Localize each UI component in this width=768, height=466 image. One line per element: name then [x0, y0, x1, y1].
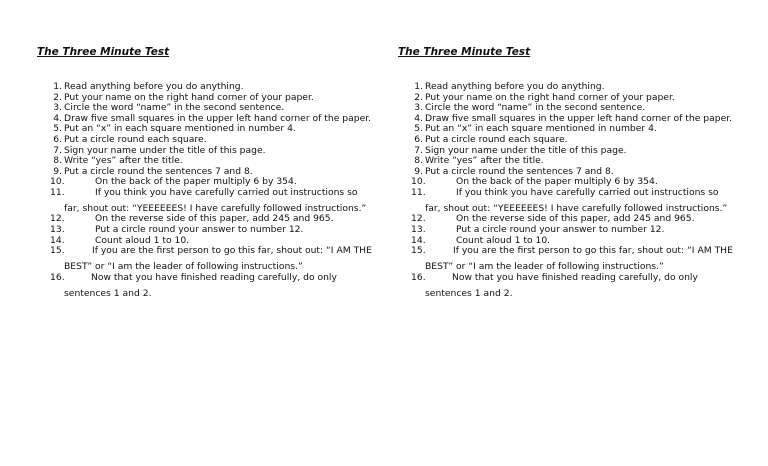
item-number: 10. — [411, 176, 426, 188]
item-number: 14. — [411, 234, 426, 246]
item-text-continued: sentences 1 and 2. — [425, 287, 513, 299]
item-number: 12. — [411, 213, 426, 225]
item-number: 9. — [53, 165, 62, 177]
list-item — [37, 188, 382, 215]
item-text-continued: BEST” or “I am the leader of following instructions.” — [425, 261, 664, 273]
list-item — [37, 225, 382, 236]
item-text-continued: far, shout out: “YEEEEEES! I have carefully followed instructions.” — [64, 202, 367, 214]
item-text: On the back of the paper multiply 6 by 354. — [456, 176, 658, 188]
item-text: Count aloud 1 to 10. — [456, 234, 551, 246]
item-text: Read anything before you do anything. — [64, 81, 244, 92]
list-item — [398, 135, 743, 146]
item-number: 13. — [50, 224, 65, 236]
list-item — [398, 82, 743, 93]
item-text: Put a circle round the sentences 7 and 8. — [425, 165, 614, 177]
item-number: 1. — [414, 81, 423, 92]
item-text-continued: sentences 1 and 2. — [64, 287, 152, 299]
item-text: Draw five small squares in the upper left hand corner of the paper. — [425, 112, 733, 124]
list-item — [398, 188, 743, 215]
item-text: On the reverse side of this paper, add 245 and 965. — [95, 213, 334, 225]
list-item — [398, 246, 743, 273]
item-number: 3. — [53, 102, 62, 114]
item-text: Put a circle round your answer to number 12. — [456, 224, 665, 236]
instruction-list — [398, 82, 743, 299]
item-text: Sign your name under the title of this page. — [64, 144, 266, 156]
list-item — [37, 135, 382, 146]
item-number: 4. — [53, 112, 62, 124]
item-number: 8. — [414, 155, 423, 167]
item-text: Put a circle round each square. — [425, 133, 568, 145]
item-text: Read anything before you do anything. — [425, 81, 605, 92]
item-number: 8. — [53, 155, 62, 167]
item-number: 16. — [411, 271, 426, 283]
item-text: Write “yes” after the title. — [64, 155, 183, 167]
item-number: 13. — [411, 224, 426, 236]
item-text: Put an “x” in each square mentioned in number 4. — [425, 123, 657, 135]
item-text: Circle the word “name” in the second sentence. — [425, 102, 646, 114]
item-text: Put an “x” in each square mentioned in number 4. — [64, 123, 296, 135]
list-item — [398, 225, 743, 236]
item-number: 6. — [414, 133, 423, 145]
list-item — [37, 246, 382, 273]
item-number: 14. — [50, 234, 65, 246]
item-text: If you are the first person to go this far, shout out: “I AM THE — [92, 245, 372, 257]
item-text: Draw five small squares in the upper left hand corner of the paper. — [64, 112, 372, 124]
item-number: 1. — [53, 81, 62, 92]
item-number: 10. — [50, 176, 65, 188]
item-text: On the reverse side of this paper, add 245 and 965. — [456, 213, 695, 225]
sheet-title: The Three Minute Test — [37, 46, 170, 58]
item-number: 4. — [414, 112, 423, 124]
item-text: Circle the word “name” in the second sentence. — [64, 102, 285, 114]
item-number: 5. — [414, 123, 423, 135]
item-number: 15. — [411, 245, 426, 257]
item-text: On the back of the paper multiply 6 by 354. — [95, 176, 297, 188]
item-text: If you think you have carefully carried out instructions so — [95, 186, 358, 198]
item-text: Put a circle round your answer to number 12. — [95, 224, 304, 236]
item-text: If you are the first person to go this far, shout out: “I AM THE — [453, 245, 733, 257]
sheet-title: The Three Minute Test — [398, 46, 531, 58]
item-text: Put your name on the right hand corner of your paper. — [425, 91, 675, 103]
item-text: Now that you have finished reading carefully, do only — [452, 271, 698, 283]
item-text: Write “yes” after the title. — [425, 155, 544, 167]
item-text-continued: far, shout out: “YEEEEEES! I have carefully followed instructions.” — [425, 202, 728, 214]
list-item — [37, 82, 382, 93]
item-number: 6. — [53, 133, 62, 145]
item-number: 11. — [50, 186, 65, 198]
list-item — [398, 273, 743, 300]
item-number: 16. — [50, 271, 65, 283]
item-text: Put your name on the right hand corner of your paper. — [64, 91, 314, 103]
item-text: If you think you have carefully carried out instructions so — [456, 186, 719, 198]
item-number: 3. — [414, 102, 423, 114]
item-number: 2. — [414, 91, 423, 103]
item-number: 9. — [414, 165, 423, 177]
item-number: 7. — [53, 144, 62, 156]
item-text: Sign your name under the title of this page. — [425, 144, 627, 156]
item-text: Count aloud 1 to 10. — [95, 234, 190, 246]
item-number: 11. — [411, 186, 426, 198]
item-text: Put a circle round each square. — [64, 133, 207, 145]
item-text: Put a circle round the sentences 7 and 8. — [64, 165, 253, 177]
item-number: 5. — [53, 123, 62, 135]
item-number: 12. — [50, 213, 65, 225]
instruction-list — [37, 82, 382, 299]
list-item — [37, 273, 382, 300]
item-text: Now that you have finished reading carefully, do only — [91, 271, 337, 283]
item-text-continued: BEST” or “I am the leader of following instructions.” — [64, 261, 303, 273]
item-number: 15. — [50, 245, 65, 257]
item-number: 7. — [414, 144, 423, 156]
item-number: 2. — [53, 91, 62, 103]
